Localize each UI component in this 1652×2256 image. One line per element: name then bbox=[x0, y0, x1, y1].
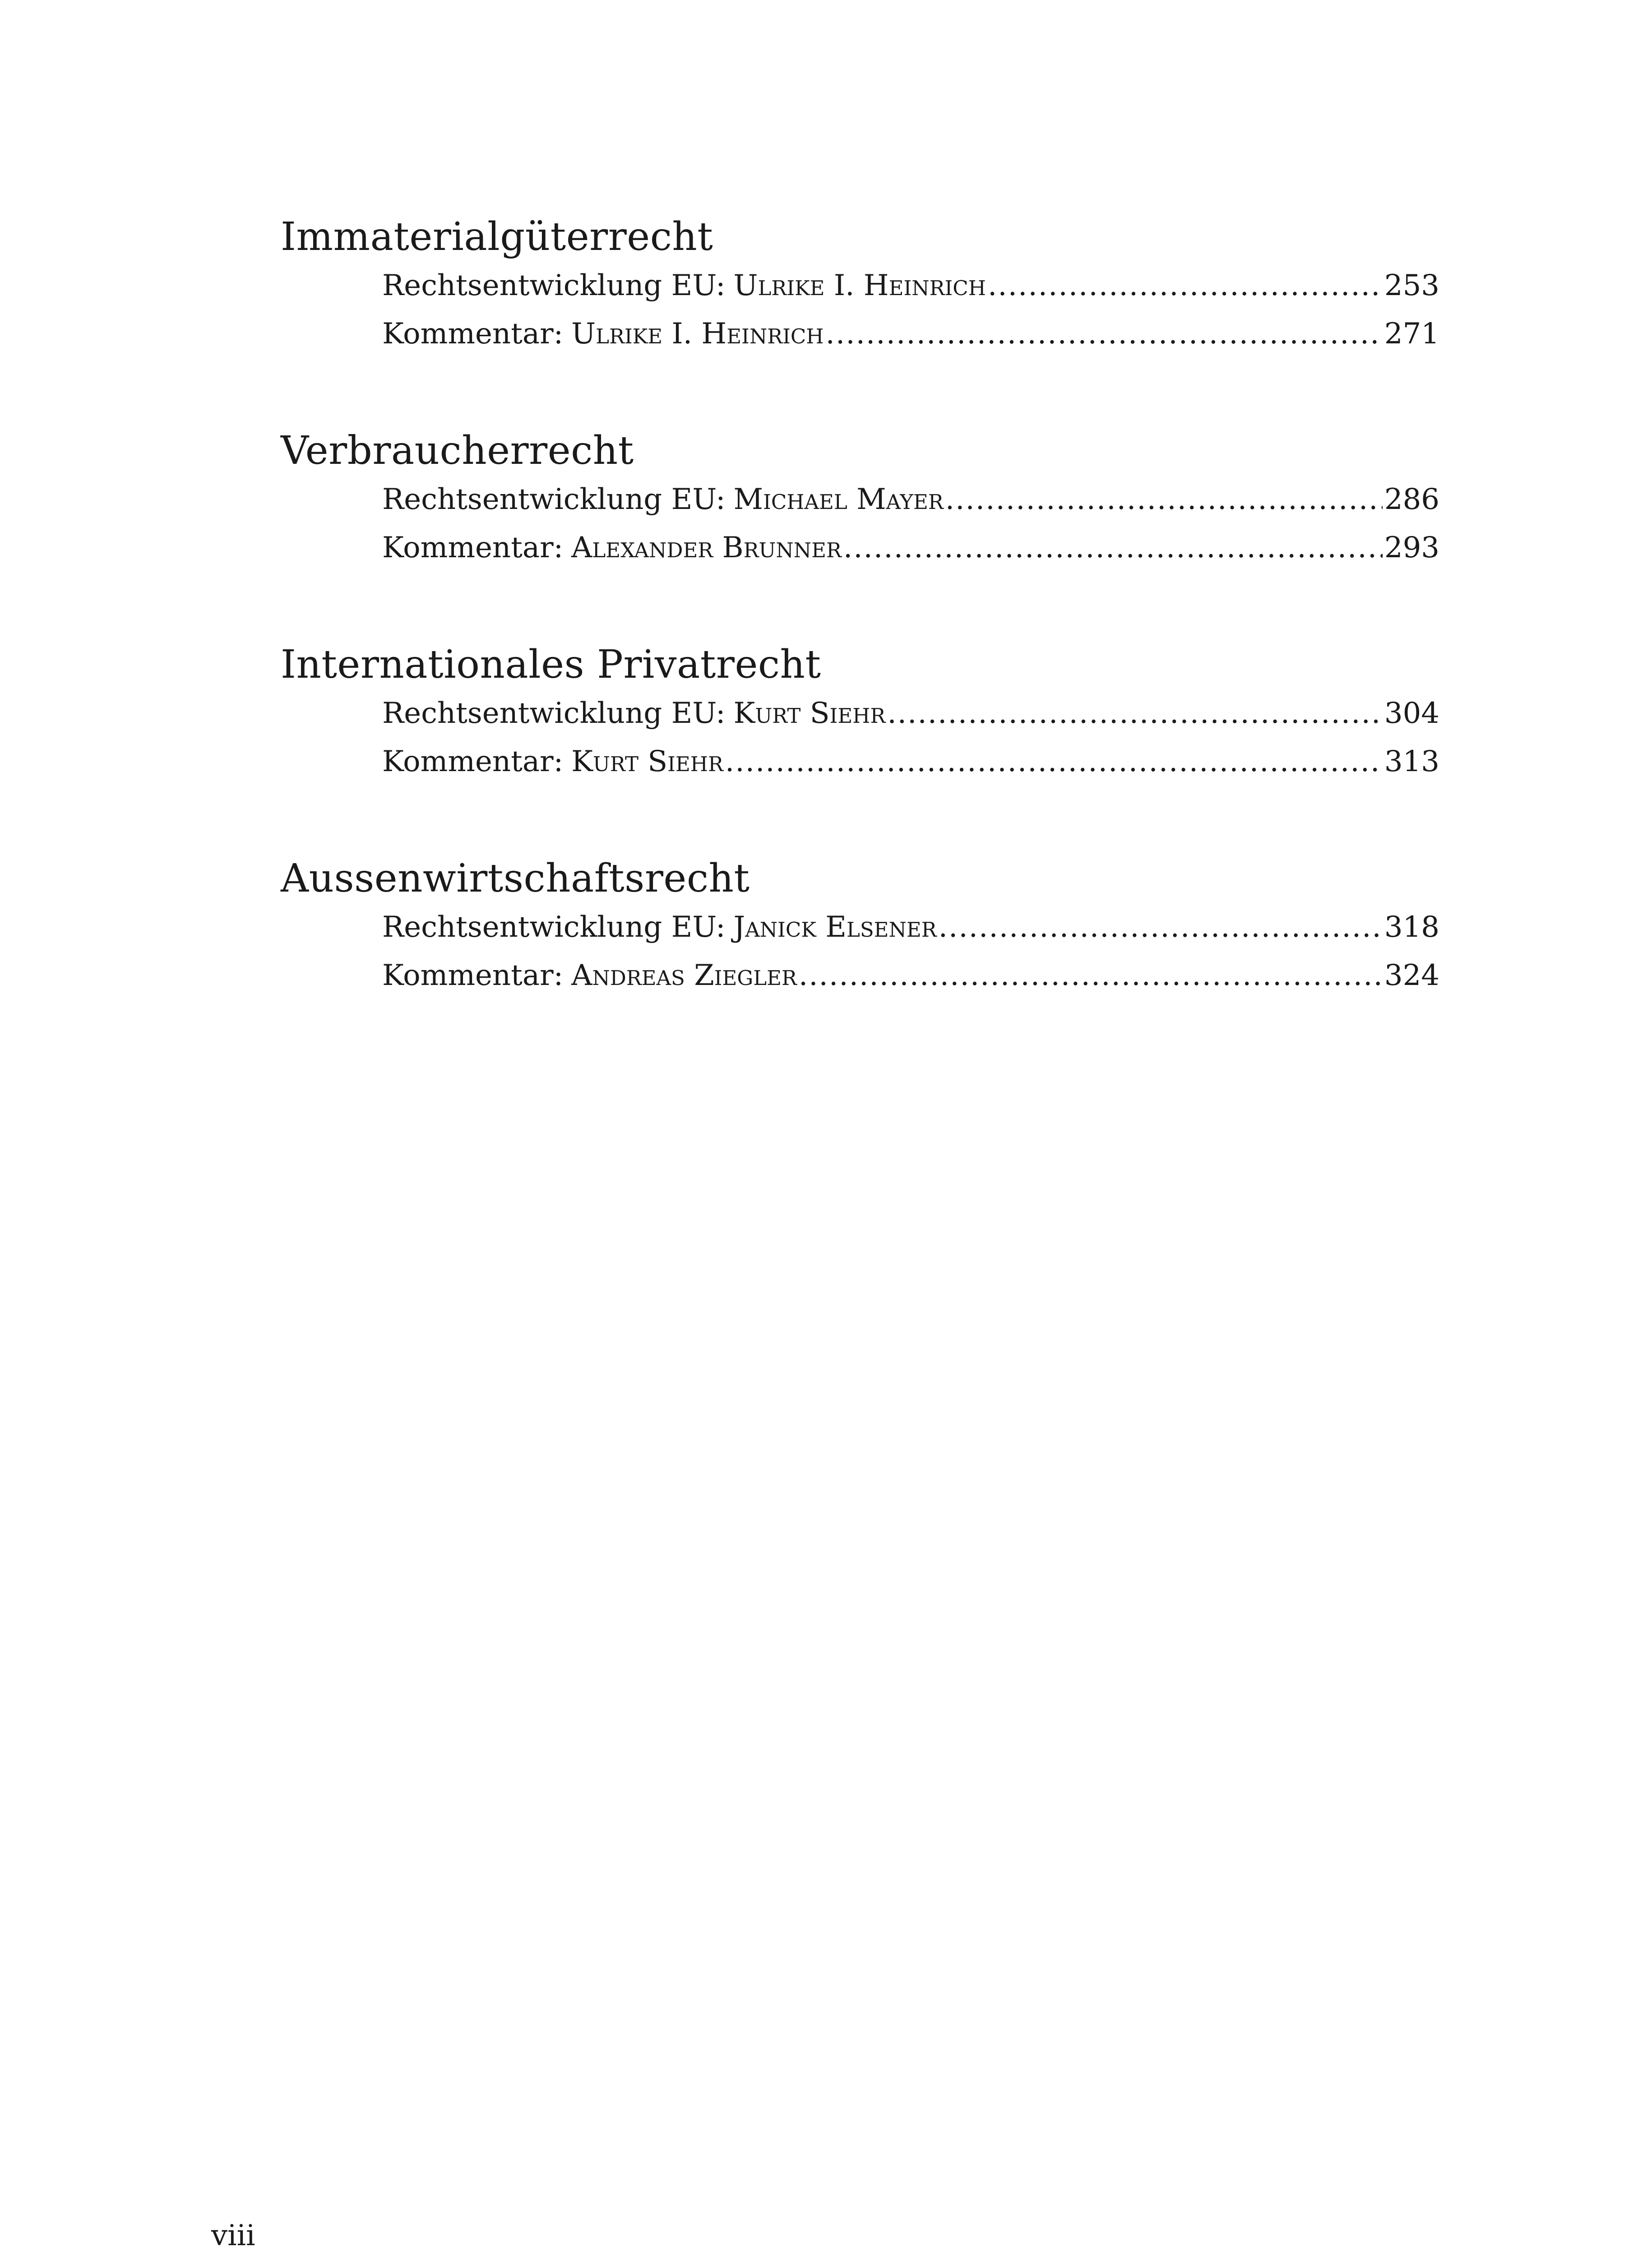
entry-label: Rechtsentwicklung EU: bbox=[382, 697, 726, 730]
entry-page-number: 293 bbox=[1384, 531, 1439, 564]
section-title: Verbraucherrecht bbox=[281, 428, 634, 473]
entry-page-number: 324 bbox=[1384, 959, 1439, 992]
section-title: Internationales Privatrecht bbox=[281, 642, 821, 687]
entry-label: Kommentar: bbox=[382, 745, 564, 778]
entry-page-number: 286 bbox=[1384, 483, 1439, 516]
entry-page-number: 253 bbox=[1384, 269, 1439, 302]
toc-entry[interactable] bbox=[382, 903, 1439, 952]
entry-page-number: 304 bbox=[1384, 697, 1439, 730]
entry-author: Kurt Siehr bbox=[571, 745, 723, 778]
entry-author: Andreas Ziegler bbox=[571, 959, 797, 992]
entry-label: Rechtsentwicklung EU: bbox=[382, 911, 726, 944]
entry-page-number: 318 bbox=[1384, 911, 1439, 944]
entry-author: Michael Mayer bbox=[733, 483, 944, 516]
entry-author: Ulrike I. Heinrich bbox=[571, 317, 824, 351]
toc-entry[interactable] bbox=[382, 689, 1439, 738]
toc-section bbox=[281, 640, 1439, 786]
section-title: Aussenwirtschaftsrecht bbox=[281, 856, 750, 901]
toc-section bbox=[281, 854, 1439, 1000]
toc-section bbox=[281, 212, 1439, 358]
entry-author: Alexander Brunner bbox=[571, 531, 842, 564]
entry-author: Janick Elsener bbox=[733, 911, 937, 944]
table-of-contents bbox=[281, 212, 1439, 1068]
entry-author: Ulrike I. Heinrich bbox=[733, 269, 986, 302]
toc-section bbox=[281, 426, 1439, 572]
toc-entry[interactable] bbox=[382, 262, 1439, 310]
toc-entry[interactable] bbox=[382, 524, 1439, 572]
dot-leader bbox=[725, 738, 1383, 786]
toc-entry[interactable] bbox=[382, 738, 1439, 786]
entry-label: Rechtsentwicklung EU: bbox=[382, 483, 726, 516]
dot-leader bbox=[887, 689, 1383, 738]
dot-leader bbox=[843, 524, 1383, 572]
entry-label: Kommentar: bbox=[382, 959, 564, 992]
dot-leader bbox=[945, 476, 1383, 524]
entry-label: Kommentar: bbox=[382, 531, 564, 564]
dot-leader bbox=[799, 952, 1383, 1000]
toc-entry[interactable] bbox=[382, 476, 1439, 524]
entry-label: Rechtsentwicklung EU: bbox=[382, 269, 726, 302]
dot-leader bbox=[826, 310, 1383, 358]
entry-label: Kommentar: bbox=[382, 317, 564, 351]
page-number: viii bbox=[211, 2219, 255, 2252]
toc-entry[interactable] bbox=[382, 310, 1439, 358]
dot-leader bbox=[988, 262, 1383, 310]
entry-page-number: 271 bbox=[1384, 317, 1439, 351]
dot-leader bbox=[939, 903, 1383, 952]
entry-page-number: 313 bbox=[1384, 745, 1439, 778]
toc-entry[interactable] bbox=[382, 952, 1439, 1000]
entry-author: Kurt Siehr bbox=[733, 697, 886, 730]
section-title: Immaterialgüterrecht bbox=[281, 214, 713, 259]
